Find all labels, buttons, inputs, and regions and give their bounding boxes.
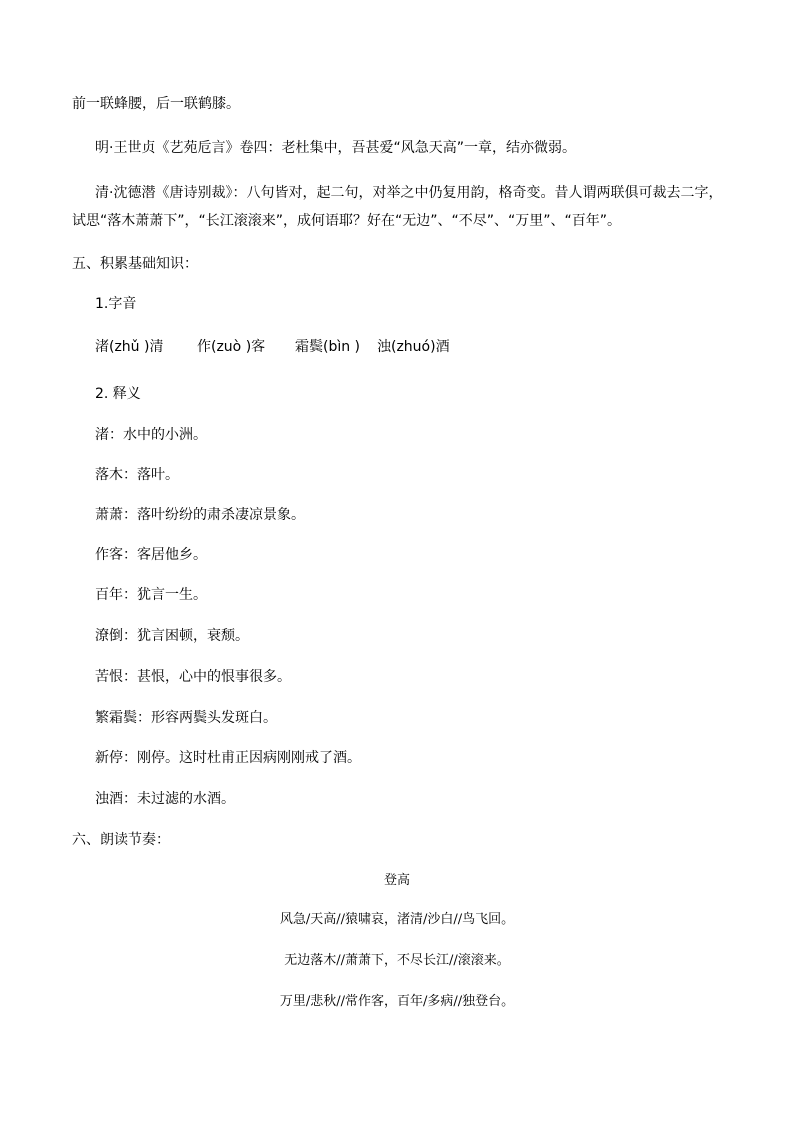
pinyin-row [95, 337, 450, 357]
pinyin-item: 渚(zhǔ )清 [95, 339, 164, 355]
definition-item: 落木：落叶。 [95, 467, 179, 483]
definition-item: 潦倒：犹言困顿，衰颓。 [95, 628, 249, 644]
definition-item: 苦恨：甚恨，心中的恨事很多。 [95, 669, 291, 685]
paragraph-3-line-1: 清·沈德潜《唐诗别裁》：八句皆对，起二句，对举之中仍复用韵，格奇变。昔人谓两联俱可裁去二字， [95, 185, 723, 201]
definition-item: 繁霜鬓：形容两鬓头发斑白。 [95, 710, 277, 726]
pinyin-item: 浊(zhuó)酒 [377, 339, 450, 355]
definition-item: 新停：刚停。这时杜甫正因病刚刚戒了酒。 [95, 750, 361, 766]
section-5-heading: 五、积累基础知识： [72, 256, 198, 272]
subsection-definitions: 2. 释义 [95, 386, 141, 402]
paragraph-3-line-2: 试思“落木萧萧下”，“长江滚滚来”，成何语耶？好在“无边”、“不尽”、“万里”、“百年”。 [72, 213, 622, 229]
poem-line: 无边落木//萧萧下，不尽长江//滚滚来。 [284, 953, 510, 968]
paragraph-1: 前一联蜂腰，后一联鹤膝。 [72, 96, 240, 112]
pinyin-item: 霜鬓(bìn ) [295, 339, 361, 355]
poem-title: 登高 [383, 873, 410, 888]
definition-item: 百年：犹言一生。 [95, 587, 207, 603]
definition-item: 浊酒：未过滤的水酒。 [95, 791, 235, 807]
definition-item: 作客：客居他乡。 [95, 547, 207, 563]
paragraph-2: 明·王世贞《艺苑卮言》卷四：老杜集中，吾甚爱“风急天高”一章，结亦微弱。 [95, 140, 576, 156]
poem-line: 风急/天高//猿啸哀，渚清/沙白//鸟飞回。 [279, 912, 515, 927]
section-6-heading: 六、朗读节奏： [72, 832, 170, 848]
poem-line: 万里/悲秋//常作客，百年/多病//独登台。 [279, 994, 515, 1009]
definition-item: 萧萧：落叶纷纷的肃杀凄凉景象。 [95, 507, 305, 523]
definition-item: 渚：水中的小洲。 [95, 427, 207, 443]
subsection-pronunciation: 1.字音 [95, 296, 137, 312]
pinyin-item: 作(zuò )客 [197, 339, 266, 355]
